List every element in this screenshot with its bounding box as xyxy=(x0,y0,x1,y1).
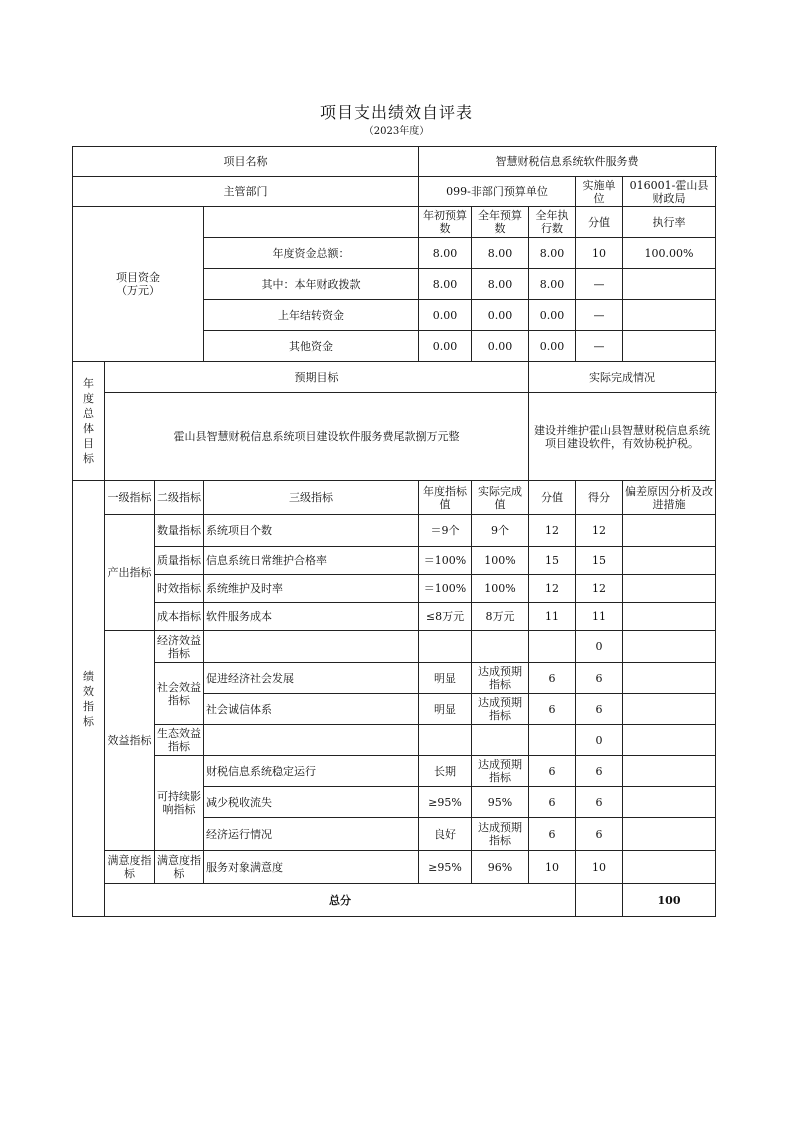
performance-indicator-label: 绩效指标 xyxy=(73,481,105,917)
ind-target: 明显 xyxy=(419,663,472,694)
ind-level2: 成本指标 xyxy=(155,603,204,631)
ind-target: 良好 xyxy=(419,818,472,851)
output-indicator-label: 产出指标 xyxy=(105,515,155,631)
ind-deviation xyxy=(623,631,716,663)
ind-actual xyxy=(472,725,529,756)
ind-deviation xyxy=(623,818,716,851)
ind-score: 6 xyxy=(576,663,623,694)
funds-row-name: 其中：本年财政拨款 xyxy=(204,269,419,300)
funds-row-initial: 8.00 xyxy=(419,238,472,269)
funds-row-rate xyxy=(623,300,716,331)
actual-completion-label: 实际完成情况 xyxy=(529,362,716,393)
ind-target xyxy=(419,631,472,663)
ind-value: 6 xyxy=(529,694,576,725)
impl-label: 实施单位 xyxy=(576,177,623,207)
total-value: 100 xyxy=(623,884,716,917)
ind-deviation xyxy=(623,787,716,818)
self-evaluation-table xyxy=(72,146,716,917)
benefit-indicator-label: 效益指标 xyxy=(105,631,155,851)
ind-level3: 软件服务成本 xyxy=(204,603,419,631)
ind-level3: 服务对象满意度 xyxy=(204,851,419,884)
ind-level3: 系统项目个数 xyxy=(204,515,419,547)
ind-target: 长期 xyxy=(419,756,472,787)
funds-row-exec: 0.00 xyxy=(529,300,576,331)
ind-value: 12 xyxy=(529,515,576,547)
funds-header-rate: 执行率 xyxy=(623,207,716,238)
ind-score: 15 xyxy=(576,547,623,575)
expected-goal-label: 预期目标 xyxy=(105,362,529,393)
ind-header-level3: 三级指标 xyxy=(204,481,419,515)
ind-actual: 8万元 xyxy=(472,603,529,631)
funds-row-initial: 0.00 xyxy=(419,331,472,362)
ind-value: 15 xyxy=(529,547,576,575)
total-blank xyxy=(576,884,623,917)
funds-row-score-value: 10 xyxy=(576,238,623,269)
annual-goal-label: 年度总体目标 xyxy=(73,362,105,481)
funds-row-initial: 8.00 xyxy=(419,269,472,300)
funds-header-initial: 年初预算数 xyxy=(419,207,472,238)
ind-target: 明显 xyxy=(419,694,472,725)
ind-score: 12 xyxy=(576,575,623,603)
ind-header-score: 得分 xyxy=(576,481,623,515)
funds-row-score-value: — xyxy=(576,331,623,362)
funds-row-exec: 8.00 xyxy=(529,269,576,300)
ind-header-level2: 二级指标 xyxy=(155,481,204,515)
ind-level2: 质量指标 xyxy=(155,547,204,575)
ind-score: 6 xyxy=(576,818,623,851)
ind-header-actual: 实际完成值 xyxy=(472,481,529,515)
ind-target: ＝100% xyxy=(419,547,472,575)
page-title: 项目支出绩效自评表 xyxy=(319,103,473,122)
ind-level2: 数量指标 xyxy=(155,515,204,547)
funds-row-annual: 0.00 xyxy=(472,300,529,331)
funds-row-rate: 100.00% xyxy=(623,238,716,269)
expected-goal-text: 霍山县智慧财税信息系统项目建设软件服务费尾款捌万元整 xyxy=(105,393,529,481)
ind-value: 6 xyxy=(529,787,576,818)
funds-row-annual: 8.00 xyxy=(472,269,529,300)
ind-actual: 96% xyxy=(472,851,529,884)
ind-deviation xyxy=(623,756,716,787)
ind-target: ≥95% xyxy=(419,787,472,818)
ind-value xyxy=(529,725,576,756)
funds-header-exec: 全年执行数 xyxy=(529,207,576,238)
ind-actual: 9个 xyxy=(472,515,529,547)
ind-header-deviation: 偏差原因分析及改进措施 xyxy=(623,481,716,515)
ind-level3: 减少税收流失 xyxy=(204,787,419,818)
funds-row-rate xyxy=(623,331,716,362)
ind-level3: 信息系统日常维护合格率 xyxy=(204,547,419,575)
funds-row-name: 年度资金总额： xyxy=(204,238,419,269)
ind-deviation xyxy=(623,515,716,547)
page-subtitle-year: （2023年度） xyxy=(363,126,430,137)
ind-target: ≤8万元 xyxy=(419,603,472,631)
ind-score: 6 xyxy=(576,694,623,725)
ind-score: 0 xyxy=(576,725,623,756)
funds-row-annual: 0.00 xyxy=(472,331,529,362)
funds-label: 项目资金 （万元） xyxy=(73,207,204,362)
ind-deviation xyxy=(623,575,716,603)
ind-actual: 100% xyxy=(472,547,529,575)
funds-row-initial: 0.00 xyxy=(419,300,472,331)
ind-deviation xyxy=(623,851,716,884)
ind-deviation xyxy=(623,694,716,725)
ind-value: 6 xyxy=(529,818,576,851)
ind-score: 6 xyxy=(576,756,623,787)
ind-actual: 达成预期指标 xyxy=(472,818,529,851)
dept-label: 主管部门 xyxy=(73,177,419,207)
ind-value: 12 xyxy=(529,575,576,603)
ind-deviation xyxy=(623,725,716,756)
sustain-impact-label: 可持续影响指标 xyxy=(155,756,204,851)
ind-header-value: 分值 xyxy=(529,481,576,515)
funds-row-name: 上年结转资金 xyxy=(204,300,419,331)
ind-target: ＝100% xyxy=(419,575,472,603)
ind-deviation xyxy=(623,603,716,631)
satisfaction-indicator-label: 满意度指标 xyxy=(105,851,155,884)
ind-actual: 达成预期指标 xyxy=(472,663,529,694)
ind-actual: 达成预期指标 xyxy=(472,756,529,787)
ind-level3: 经济运行情况 xyxy=(204,818,419,851)
ind-score: 0 xyxy=(576,631,623,663)
satisfaction-sub-label: 满意度指标 xyxy=(155,851,204,884)
ind-actual: 达成预期指标 xyxy=(472,694,529,725)
funds-header-score-value: 分值 xyxy=(576,207,623,238)
ind-score: 10 xyxy=(576,851,623,884)
eco-benefit-label: 生态效益指标 xyxy=(155,725,204,756)
project-name-label: 项目名称 xyxy=(73,147,419,177)
ind-value: 6 xyxy=(529,756,576,787)
ind-value xyxy=(529,631,576,663)
total-label: 总分 xyxy=(105,884,576,917)
project-name-value: 智慧财税信息系统软件服务费 xyxy=(419,147,716,177)
funds-row-exec: 8.00 xyxy=(529,238,576,269)
funds-row-score-value: — xyxy=(576,269,623,300)
econ-benefit-label: 经济效益指标 xyxy=(155,631,204,663)
ind-target: ＝9个 xyxy=(419,515,472,547)
funds-header-blank xyxy=(204,207,419,238)
ind-header-level1: 一级指标 xyxy=(105,481,155,515)
ind-score: 11 xyxy=(576,603,623,631)
ind-header-target: 年度指标值 xyxy=(419,481,472,515)
funds-row-exec: 0.00 xyxy=(529,331,576,362)
social-benefit-label: 社会效益指标 xyxy=(155,663,204,725)
ind-value: 11 xyxy=(529,603,576,631)
funds-row-annual: 8.00 xyxy=(472,238,529,269)
ind-actual: 100% xyxy=(472,575,529,603)
funds-row-rate xyxy=(623,269,716,300)
ind-deviation xyxy=(623,663,716,694)
funds-row-name: 其他资金 xyxy=(204,331,419,362)
ind-level2: 时效指标 xyxy=(155,575,204,603)
ind-level3: 促进经济社会发展 xyxy=(204,663,419,694)
ind-level3: 系统维护及时率 xyxy=(204,575,419,603)
dept-value: 099-非部门预算单位 xyxy=(419,177,576,207)
ind-target xyxy=(419,725,472,756)
ind-value: 6 xyxy=(529,663,576,694)
actual-completion-text: 建设并维护霍山县智慧财税信息系统项目建设软件，有效协税护税。 xyxy=(529,393,716,481)
funds-row-score-value: — xyxy=(576,300,623,331)
ind-deviation xyxy=(623,547,716,575)
ind-actual xyxy=(472,631,529,663)
impl-value: 016001-霍山县财政局 xyxy=(623,177,716,207)
ind-level3 xyxy=(204,725,419,756)
ind-value: 10 xyxy=(529,851,576,884)
funds-header-annual: 全年预算数 xyxy=(472,207,529,238)
ind-level3: 财税信息系统稳定运行 xyxy=(204,756,419,787)
ind-score: 6 xyxy=(576,787,623,818)
ind-level3: 社会诚信体系 xyxy=(204,694,419,725)
ind-level3 xyxy=(204,631,419,663)
ind-score: 12 xyxy=(576,515,623,547)
ind-target: ≥95% xyxy=(419,851,472,884)
ind-actual: 95% xyxy=(472,787,529,818)
